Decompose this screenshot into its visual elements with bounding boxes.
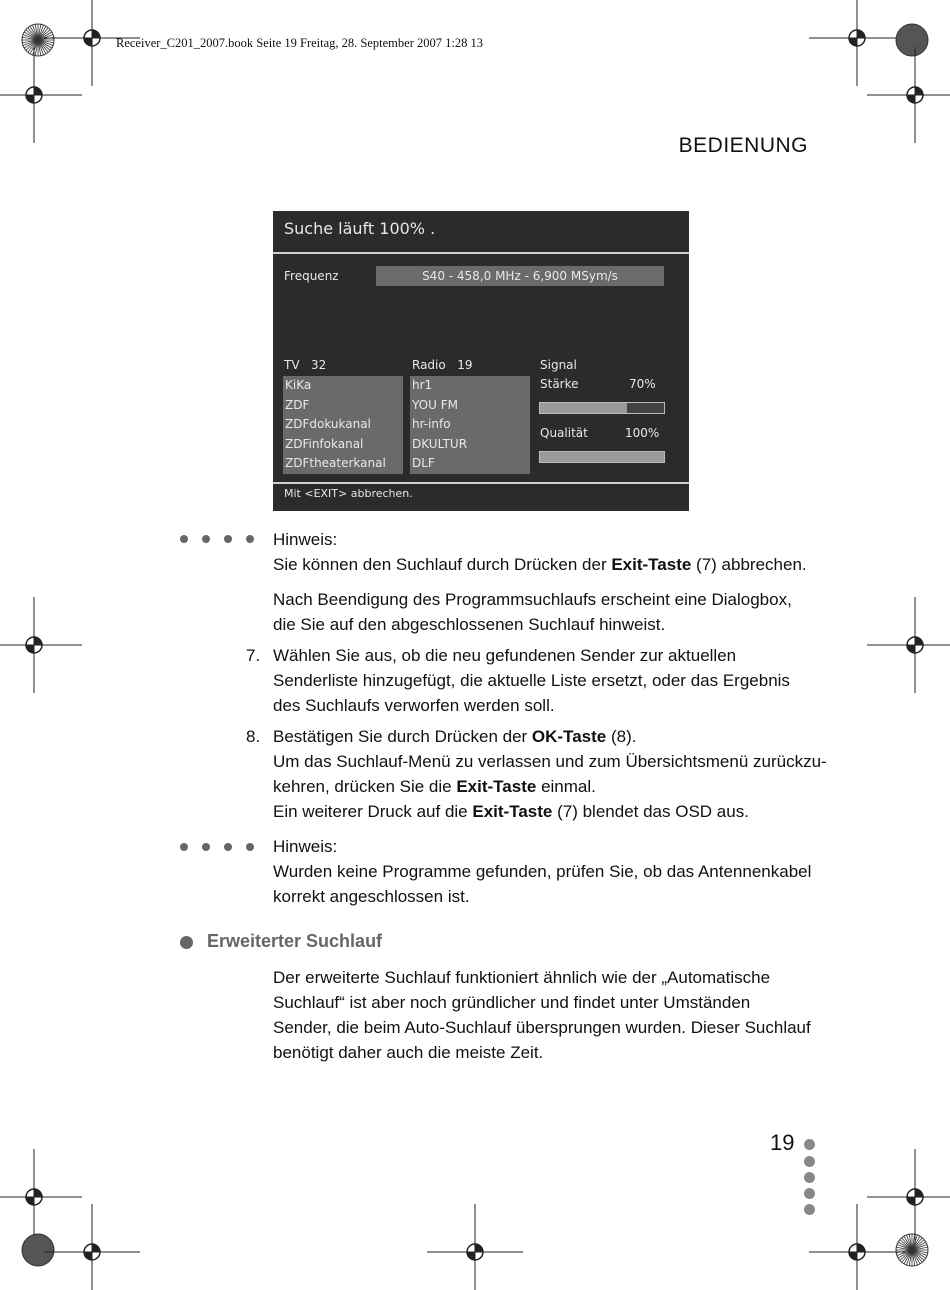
note-marker <box>180 843 254 851</box>
step-7-text: Wählen Sie aus, ob die neu gefundenen Sender zur aktuellen Senderliste hinzugefügt, die aktuelle Liste ersetzt, oder das Ergebnis des Suchlaufs verworfen werden soll. <box>273 646 790 715</box>
osd-strength-fill <box>540 403 627 413</box>
page-dot <box>804 1172 815 1183</box>
page-dot <box>804 1139 815 1150</box>
osd-tv-channel: ZDF <box>285 397 310 412</box>
step-7-number: 7. <box>246 646 261 665</box>
osd-strength-label: Stärke <box>540 377 579 391</box>
osd-tv-label: TV <box>284 358 300 372</box>
osd-tv-channel: ZDFinfokanal <box>285 436 364 451</box>
osd-tv-channel: KiKa <box>285 378 312 392</box>
osd-frequency-value: S40 - 458,0 MHz - 6,900 MSym/s <box>376 266 664 286</box>
osd-divider <box>273 252 689 254</box>
osd-tv-count: 32 <box>311 358 327 372</box>
osd-quality-value: 100% <box>625 426 660 440</box>
note-label: Hinweis: <box>273 837 338 856</box>
section-title: BEDIENUNG <box>678 134 808 157</box>
osd-footer-divider <box>273 482 689 484</box>
osd-radio-header <box>412 358 472 372</box>
note-label: Hinweis: <box>273 530 338 549</box>
note-1 <box>273 527 813 577</box>
section-bullet <box>180 936 193 949</box>
note-1-text: Sie können den Suchlauf durch Drücken der Exit-Taste (7) abbrechen. <box>273 555 807 574</box>
osd-quality-meter <box>539 451 665 463</box>
page-dot <box>804 1204 815 1215</box>
page-dot <box>804 1188 815 1199</box>
page-dot <box>804 1156 815 1167</box>
section-heading: Erweiterter Suchlauf <box>207 931 383 951</box>
osd-strength-meter <box>539 402 665 414</box>
osd-screenshot <box>273 211 689 511</box>
page-number: 19 <box>770 1130 795 1155</box>
step-8-text: Bestätigen Sie durch Drücken der OK-Taste (8). Um das Suchlauf-Menü zu verlassen und zum Übersichtsmenü zurückzu- kehren, drücken Sie die Exit-Taste einmal. Ein weiterer Druck auf die Exit-Taste (7) blendet das OSD aus. <box>273 727 827 821</box>
note-marker <box>180 535 254 543</box>
osd-footer: Mit <EXIT> abbrechen. <box>284 487 413 500</box>
note-2 <box>273 834 813 909</box>
osd-signal-label: Signal <box>540 358 577 372</box>
osd-radio-count: 19 <box>457 358 473 372</box>
osd-radio-channel: YOU FM <box>412 397 458 412</box>
osd-title: Suche läuft 100% . <box>284 219 436 238</box>
osd-quality-fill <box>540 452 664 462</box>
osd-tv-header <box>284 358 326 372</box>
osd-tv-list <box>283 376 403 474</box>
step-8-number: 8. <box>246 727 261 746</box>
osd-frequency-label: Frequenz <box>284 269 339 283</box>
paragraph-1: Nach Beendigung des Programmsuchlaufs erscheint eine Dialogbox, die Sie auf den abgeschlossenen Suchlauf hinweist. <box>273 590 792 634</box>
note-2-text: Wurden keine Programme gefunden, prüfen Sie, ob das Antennenkabel korrekt angeschlossen ist. <box>273 862 812 906</box>
section-text: Der erweiterte Suchlauf funktioniert ähnlich wie der „Automatische Suchlauf“ ist aber noch gründlicher und findet unter Umständen Sender, die beim Auto-Suchlauf übersprungen wurden. Dieser Suchlauf benötigt daher auch die meiste Zeit. <box>273 968 811 1062</box>
osd-radio-channel: DLF <box>412 456 435 470</box>
osd-tv-channel: ZDFdokukanal <box>285 417 371 431</box>
osd-tv-channel: ZDFtheaterkanal <box>285 456 386 470</box>
osd-radio-label: Radio <box>412 358 446 372</box>
solid-dot-mark <box>896 24 928 56</box>
solid-dot-mark <box>22 1234 54 1266</box>
print-header: Receiver_C201_2007.book Seite 19 Freitag, 28. September 2007 1:28 13 <box>116 36 483 50</box>
osd-strength-value: 70% <box>629 377 656 391</box>
osd-radio-channel: hr1 <box>412 378 433 392</box>
osd-radio-channel: hr-info <box>412 417 451 431</box>
osd-quality-label: Qualität <box>540 426 588 440</box>
osd-radio-channel: DKULTUR <box>412 436 468 451</box>
osd-radio-list <box>410 376 530 474</box>
